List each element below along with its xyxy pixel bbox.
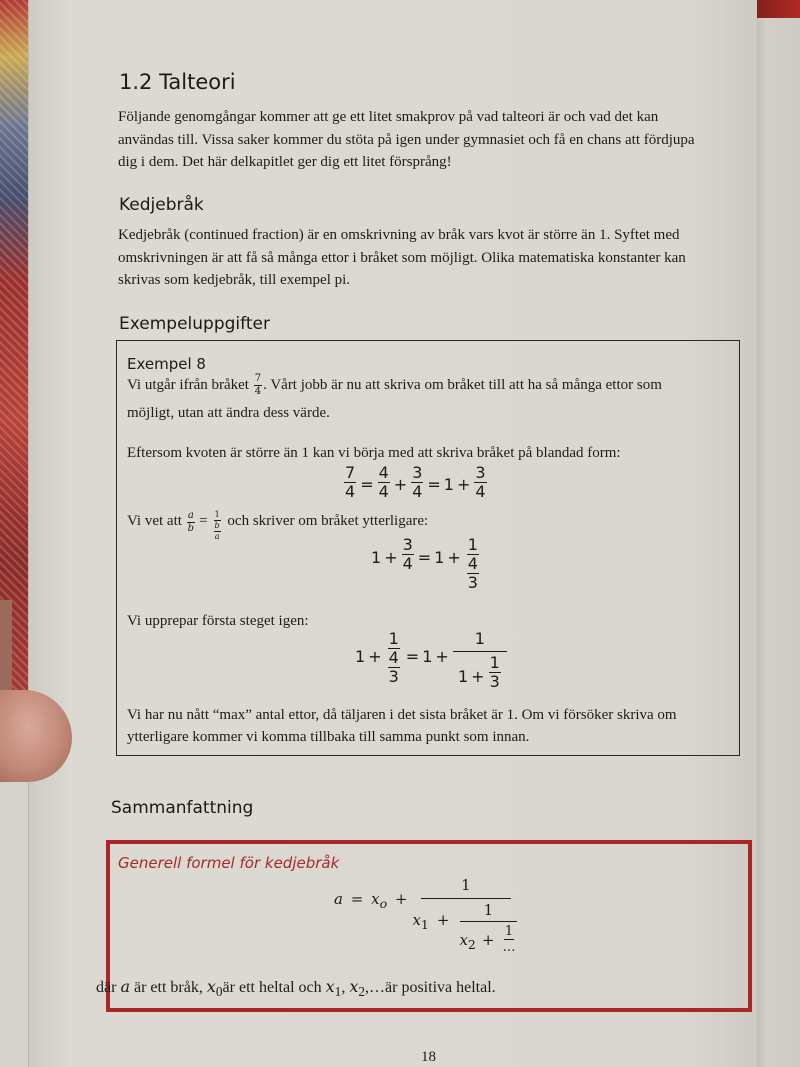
denominator — [386, 649, 402, 685]
equals-sign: = — [199, 513, 208, 529]
nested-fraction — [388, 650, 400, 685]
numerator: a — [187, 510, 194, 521]
plus-sign: + — [393, 475, 408, 494]
adjacent-page — [752, 18, 800, 1067]
compound-fraction — [386, 631, 402, 685]
plus-sign: + — [394, 890, 408, 908]
kedjebrak-paragraph — [118, 224, 726, 292]
kedjebrak-line: Kedjebråk (continued fraction) är en omskrivning av bråk vars kvot är större än 1. Syftet med — [118, 227, 680, 243]
integer: 1 — [457, 666, 469, 686]
text: och skriver om bråket ytterligare: — [227, 513, 429, 529]
subscript: 2 — [467, 937, 476, 952]
text: , — [341, 979, 346, 996]
example-line-2: möjligt, utan att ändra dess värde. — [127, 405, 330, 421]
equals-sign: = — [405, 647, 420, 666]
lhs — [334, 890, 410, 911]
plus-sign: + — [368, 647, 382, 666]
denominator: 3 — [467, 573, 478, 592]
subscript: 2 — [358, 984, 366, 1000]
integer: 1 — [434, 548, 445, 567]
example-line-3: Eftersom kvoten är större än 1 kan vi börja med att skriva bråket på blandad form: — [127, 445, 621, 461]
nested-fraction — [467, 556, 479, 591]
numerator: 1 — [214, 510, 220, 519]
fraction-7-4 — [254, 374, 262, 397]
numerator: 3 — [402, 535, 413, 554]
text: Vi vet att — [127, 513, 182, 529]
denominator: 4 — [378, 482, 389, 501]
intro-line: användas till. Vissa saker kommer du stöta på igen under gymnasiet och få en chans att fördjupa — [118, 131, 695, 148]
kedjebrak-line: omskrivningen är att få så många ettor i bråket som möjligt. Olika matematiska konstanter kan — [118, 249, 686, 266]
variable-x: x — [349, 977, 359, 996]
denominator: 4 — [412, 482, 423, 501]
text: . Vårt jobb är nu att skriva om bråket till att ha så många ettor som — [263, 376, 662, 393]
section-title: 1.2 Talteori — [119, 70, 236, 94]
text: Vi utgår ifrån bråket — [127, 376, 249, 393]
variable-x: x — [412, 911, 421, 929]
numerator: 4 — [388, 648, 399, 667]
plus-sign: + — [436, 911, 450, 929]
continued-fraction — [411, 878, 520, 954]
summary-heading: Sammanfattning — [111, 798, 254, 818]
plus-sign: + — [435, 647, 449, 666]
plus-sign: + — [384, 548, 398, 567]
text: är ett bråk, — [133, 979, 203, 996]
example-line-1 — [127, 374, 662, 397]
kedjebrak-line: skrivas som kedjebråk, till exempel pi. — [118, 272, 351, 288]
variable-a: a — [120, 977, 130, 996]
denominator — [465, 555, 481, 591]
denominator: 3 — [388, 667, 399, 686]
denominator: 4 — [475, 482, 486, 501]
fraction — [402, 537, 414, 572]
integer: 1 — [371, 548, 382, 567]
integer: 1 — [443, 475, 454, 494]
text: är ett heltal och — [222, 979, 322, 996]
equals-sign: = — [360, 475, 374, 494]
plus-sign: + — [471, 666, 485, 686]
denominator: a — [214, 532, 220, 541]
numerator: 3 — [412, 463, 423, 482]
numerator: 1 — [421, 878, 511, 899]
subscript: 1 — [420, 917, 429, 932]
variable-a: a — [334, 890, 343, 908]
fraction — [501, 925, 516, 954]
fraction-a-b — [187, 511, 195, 534]
variable-x: x — [206, 977, 216, 996]
denominator: 4 — [402, 554, 413, 573]
numerator: 1 — [453, 631, 507, 652]
denominator — [457, 652, 503, 690]
fraction — [489, 655, 501, 690]
finger-shadow — [0, 600, 12, 700]
fraction — [474, 465, 486, 500]
numerator: 1 — [467, 535, 478, 554]
intro-paragraph — [118, 106, 726, 174]
example-title: Exempel 8 — [127, 355, 206, 373]
equation-mixed-form — [343, 465, 488, 500]
kedjebrak-heading: Kedjebråk — [119, 195, 204, 215]
integer: 1 — [355, 647, 366, 666]
denominator: … — [502, 940, 516, 955]
nested-fraction — [214, 522, 221, 541]
continued-fraction — [453, 631, 507, 690]
fraction — [378, 465, 390, 500]
intro-line: Följande genomgångar kommer att ge ett litet smakprov på vad talteori är och vad det kan — [118, 109, 659, 125]
integer: 1 — [422, 647, 433, 666]
example-line-6: Vi har nu nått “max” antal ettor, då täljaren i det sista bråket är 1. Om vi försöker skriva om — [127, 707, 677, 723]
variable-x: x — [371, 890, 380, 908]
text: där — [96, 979, 117, 996]
variable-x: x — [459, 931, 468, 949]
numerator: 1 — [460, 903, 518, 922]
denominator — [411, 899, 520, 954]
variable-x: x — [325, 977, 335, 996]
example-line-7: ytterligare kommer vi komma tillbaka till samma punkt som innan. — [127, 729, 530, 745]
denominator — [212, 521, 223, 541]
compound-fraction — [465, 537, 481, 591]
equals-sign: = — [427, 475, 441, 494]
examples-heading: Exempeluppgifter — [119, 314, 270, 334]
denominator: 4 — [254, 386, 262, 397]
numerator: 7 — [254, 373, 262, 384]
numerator: 1 — [504, 924, 514, 939]
summary-title: Generell formel för kedjebråk — [118, 854, 340, 872]
plus-sign: + — [481, 931, 495, 949]
intro-line: dig i dem. Det här delkapitlet ger dig ett litet försprång! — [118, 154, 452, 170]
denominator: b — [187, 523, 195, 534]
plus-sign: + — [447, 548, 461, 567]
nested-fraction — [458, 903, 518, 954]
numerator: 1 — [489, 653, 500, 672]
subscript: o — [379, 896, 388, 911]
equals-sign: = — [350, 890, 364, 908]
numerator: 1 — [388, 629, 399, 648]
fraction — [411, 465, 423, 500]
plus-sign: + — [456, 475, 471, 494]
numerator: 7 — [345, 463, 356, 482]
numerator: 3 — [475, 463, 486, 482]
subscript: 1 — [334, 984, 342, 1000]
summary-box — [96, 840, 752, 1012]
fraction-1-over-b-a — [212, 511, 223, 541]
summary-description — [96, 977, 496, 1000]
denominator: 4 — [345, 482, 356, 501]
equals-sign: = — [417, 548, 432, 567]
text: ,…är positiva heltal. — [365, 979, 496, 996]
example-line-5: Vi upprepar första steget igen: — [127, 613, 309, 629]
numerator: b — [214, 521, 220, 530]
equation-continued — [355, 631, 508, 690]
numerator: 4 — [378, 463, 389, 482]
denominator — [458, 922, 518, 954]
numerator: 4 — [467, 554, 478, 573]
example-box — [116, 340, 740, 756]
equation-reciprocal — [371, 537, 482, 591]
page-number: 18 — [421, 1049, 436, 1065]
general-formula — [334, 878, 521, 954]
subscript: 0 — [215, 984, 223, 1000]
denominator: 3 — [489, 672, 500, 691]
fraction — [344, 465, 356, 500]
